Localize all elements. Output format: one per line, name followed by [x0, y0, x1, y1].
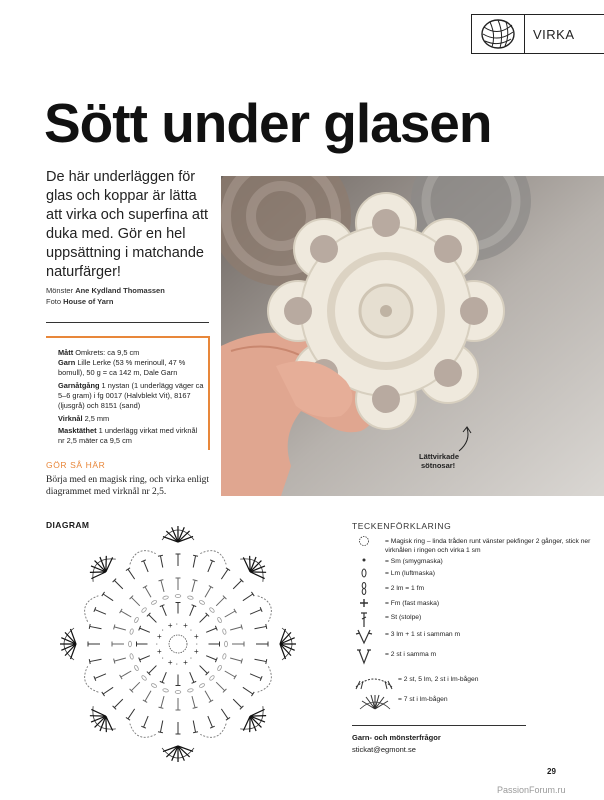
legend-heading: TECKENFÖRKLARING [352, 521, 452, 531]
credit-photo: Foto House of Yarn [46, 297, 114, 306]
spec-yarn: Garn Lille Lerke (53 % merinoull, 47 % bomull), 50 g = ca 142 m, Dale Garn [58, 358, 186, 377]
svg-text:+: + [167, 621, 173, 631]
coaster-photo [221, 176, 604, 496]
svg-text:+: + [183, 657, 188, 667]
svg-text:·: · [155, 639, 159, 649]
svg-text:+: + [157, 647, 162, 657]
svg-text:·: · [161, 653, 165, 663]
svg-text:·: · [175, 619, 179, 629]
diagram-label: DIAGRAM [46, 520, 90, 530]
photo-annotation-line1: Lättvirkade [419, 452, 460, 461]
page-number: 29 [547, 767, 556, 776]
contact-email[interactable]: stickat@egmont.se [352, 745, 416, 754]
watermark: PassionForum.ru [497, 785, 566, 795]
page-title: Sött under glasen [44, 92, 492, 154]
svg-text:+: + [157, 631, 162, 641]
fan-icon [352, 693, 396, 709]
svg-text:·: · [189, 625, 193, 635]
steps-text: Börja med en magisk ring, och virka enligt diagrammet med virknål nr 2,5. [46, 475, 210, 497]
crochet-diagram [46, 512, 311, 777]
svg-text:·: · [189, 653, 193, 663]
svg-text:·: · [195, 639, 199, 649]
contact-title: Garn- och mönsterfrågor [352, 733, 441, 742]
spec-hook: Virknål 2,5 mm [58, 414, 110, 423]
specs-box [46, 336, 210, 450]
yarn-ball-icon [471, 14, 525, 54]
divider [46, 322, 209, 323]
steps-heading: GÖR SÅ HÄR [46, 460, 106, 470]
divider [352, 725, 526, 726]
svg-text:·: · [161, 625, 165, 635]
svg-text:+: + [167, 657, 173, 667]
intro-text: De här underläggen för glas och koppar är lätta att virka och superfina att duka med. Gör en hel uppsättning i matchande naturfärger! [46, 169, 208, 280]
spec-gauge: Masktäthet 1 underlägg virkat med virknål nr 2,5 mäter ca 9,5 cm [58, 426, 198, 445]
credit-pattern: Mönster Ane Kydland Thomassen [46, 286, 165, 295]
svg-text:+: + [193, 631, 199, 641]
credits [46, 285, 221, 307]
spec-size: Mått Omkrets: ca 9,5 cm [58, 348, 140, 357]
spec-yarn-amount: Garnåtgång 1 nystan (1 underlägg väger ca 5–6 gram) i fg 0017 (Halvblekt Vit), 8167 (ljusgrå) och 8151 (sand) [58, 381, 204, 410]
section-badge [471, 14, 604, 54]
svg-text:+: + [193, 647, 199, 657]
svg-text:+: + [183, 621, 188, 631]
photo-annotation-line2: sötnosar! [421, 461, 456, 470]
section-label: VIRKA [533, 27, 575, 42]
svg-text:·: · [175, 659, 179, 669]
cluster-arc-icon [352, 673, 396, 689]
